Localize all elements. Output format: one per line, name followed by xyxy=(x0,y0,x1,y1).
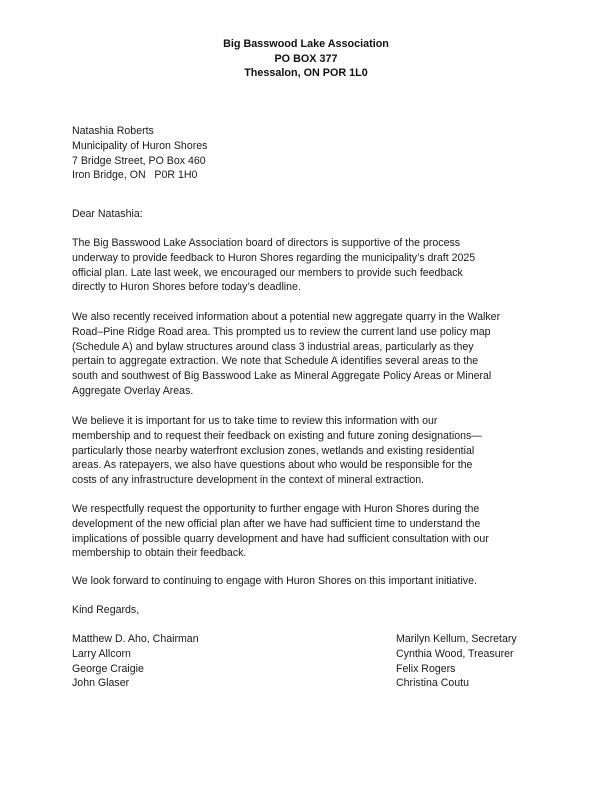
paragraph-line: south and southwest of Big Basswood Lake as Mineral Aggregate Policy Areas or Mineral xyxy=(72,370,492,383)
paragraph-line: Road–Pine Ridge Road area. This prompted us to review the current land use policy map xyxy=(72,325,491,338)
paragraph-line: directly to Huron Shores before today’s deadline. xyxy=(72,281,301,294)
body-paragraph xyxy=(72,414,540,488)
signatory: Felix Rogers xyxy=(396,662,456,675)
signatory: Matthew D. Aho, Chairman xyxy=(72,633,199,645)
paragraph-line: The Big Basswood Lake Association board of directors is supportive of the process xyxy=(72,237,461,249)
paragraph-line: underway to provide feedback to Huron Shores regarding the municipality’s draft 2025 xyxy=(72,251,476,264)
paragraph-line: We respectfully request the opportunity to further engage with Huron Shores during the xyxy=(72,503,480,515)
signatory: Larry Allcorn xyxy=(72,647,131,660)
paragraph-line: areas. As ratepayers, we also have questions about who would be responsible for the xyxy=(72,459,473,472)
paragraph-line: Aggregate Overlay Areas. xyxy=(72,384,194,397)
signatory: John Glaser xyxy=(72,677,130,690)
paragraph-line: membership to obtain their feedback. xyxy=(72,547,247,560)
letterhead-po-box: PO BOX 377 xyxy=(274,52,338,65)
letterhead-city-line: Thessalon, ON POR 1L0 xyxy=(244,67,368,80)
signatory: Christina Coutu xyxy=(396,677,470,690)
paragraph-line: development of the new official plan after we have had sufficient time to understand the xyxy=(72,517,481,530)
recipient-organization: Municipality of Huron Shores xyxy=(72,139,208,152)
paragraph-line: We also recently received information about a potential new aggregate quarry in the Walker xyxy=(72,311,501,323)
closing: Kind Regards, xyxy=(72,604,140,616)
paragraph-line: (Schedule A) and bylaw structures around class 3 industrial areas, particularly as they xyxy=(72,340,474,353)
paragraph-line: costs of any infrastructure development in the context of mineral extraction. xyxy=(72,474,425,487)
body-paragraph xyxy=(72,236,540,295)
body-paragraph xyxy=(72,310,540,399)
paragraph-line: implications of possible quarry development and have had sufficient consultation with our xyxy=(72,532,489,545)
recipient-street: 7 Bridge Street, PO Box 460 xyxy=(72,154,206,167)
salutation: Dear Natashia: xyxy=(72,208,143,220)
body-paragraph xyxy=(72,574,540,589)
signatory: George Craigie xyxy=(72,662,144,675)
paragraph-line: particularly those nearby waterfront exclusion zones, wetlands and existing residential xyxy=(72,444,475,457)
paragraph-line: membership and to request their feedback on existing and future zoning designations— xyxy=(72,429,482,442)
signatory: Marilyn Kellum, Secretary xyxy=(396,633,517,645)
body-paragraph xyxy=(72,502,540,561)
signatories-left xyxy=(72,632,199,691)
signatory: Cynthia Wood, Treasurer xyxy=(396,647,514,660)
paragraph-line: We look forward to continuing to engage with Huron Shores on this important initiative. xyxy=(72,575,477,587)
recipient-name: Natashia Roberts xyxy=(72,125,154,137)
recipient-address xyxy=(72,124,532,183)
paragraph-line: pertain to aggregate extraction. We note that Schedule A identifies several areas to the xyxy=(72,355,479,368)
paragraph-line: We believe it is important for us to take time to review this information with our xyxy=(72,415,438,427)
letterhead xyxy=(0,37,612,81)
recipient-city-line: Iron Bridge, ON P0R 1H0 xyxy=(72,169,198,182)
paragraph-line: official plan. Late last week, we encouraged our members to provide such feedback xyxy=(72,266,463,279)
letterhead-organization: Big Basswood Lake Association xyxy=(223,38,389,50)
signatories-right xyxy=(396,632,517,691)
